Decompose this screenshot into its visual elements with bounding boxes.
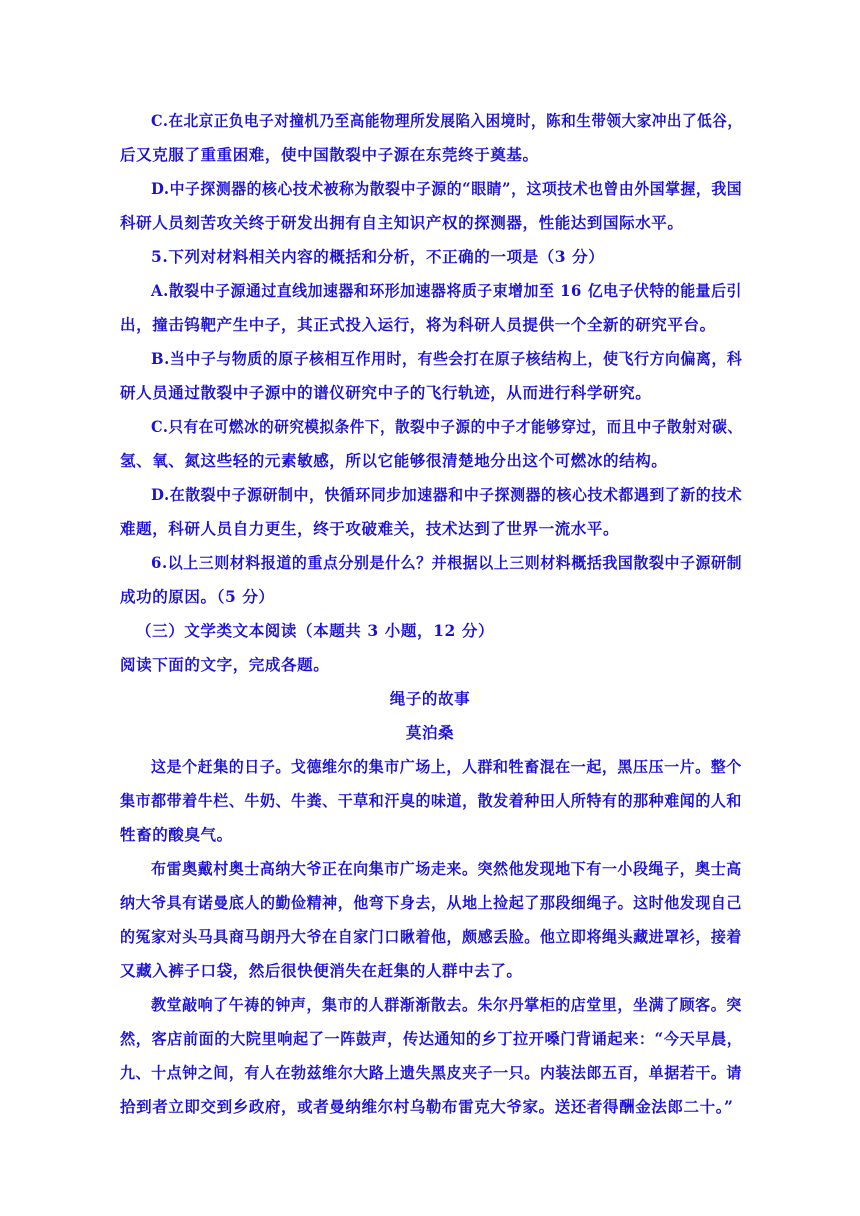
paragraph-2-line-2: 纳大爷具有诺曼底人的勤俭精神，他弯下身去，从地上捡起了那段细绳子。这时他发现自己: [120, 893, 742, 912]
option-d-line-2: 科研人员刻苦攻关终于研发出拥有自主知识产权的探测器，性能达到国际水平。: [120, 213, 684, 232]
paragraph-1-line-3: 牲畜的酸臭气。: [120, 825, 233, 844]
question-6-line-1: 6.以上三则材料报道的重点分别是什么？并根据以上三则材料概括我国散裂中子源研制: [151, 553, 743, 572]
question-5: 5.下列对材料相关内容的概括和分析，不正确的一项是（3 分）: [151, 247, 605, 266]
option-c-line-2: 后又克服了重重困难，使中国散裂中子源在东莞终于奠基。: [120, 145, 539, 164]
paragraph-2-line-1: 布雷奥戴村奥士高纳大爷正在向集市广场走来。突然他发现地下有一小段绳子，奥士高: [151, 859, 742, 878]
q5-option-a-line-2: 出，撞击钨靶产生中子，其正式投入运行，将为科研人员提供一个全新的研究平台。: [120, 315, 716, 334]
paragraph-3-line-2: 然，客店前面的大院里响起了一阵鼓声，传达通知的乡丁拉开嗓门背诵起来：“今天早晨，: [120, 1029, 743, 1048]
story-author: 莫泊桑: [405, 723, 455, 742]
q5-option-c-line-1: C.只有在可燃冰的研究模拟条件下，散裂中子源的中子才能够穿过，而且中子散射对碳、: [151, 417, 743, 436]
section-heading: （三）文学类文本阅读（本题共 3 小题，12 分）: [136, 621, 495, 640]
option-d-line-1: D.中子探测器的核心技术被称为散裂中子源的“眼睛”，这项技术也曾由外国掌握，我国: [151, 179, 743, 198]
paragraph-3-line-1: 教堂敲响了午祷的钟声，集市的人群渐渐散去。朱尔丹掌柜的店堂里，坐满了顾客。突: [151, 995, 742, 1014]
paragraph-2-line-4: 又藏入裤子口袋，然后很快便消失在赶集的人群中去了。: [120, 961, 523, 980]
instruction-text: 阅读下面的文字，完成各题。: [120, 655, 330, 674]
paragraph-3-line-3: 九、十点钟之间，有人在勃兹维尔大路上遗失黑皮夹子一只。内装法郎五百，单据若干。请: [120, 1063, 742, 1082]
option-c-line-1: C.在北京正负电子对撞机乃至高能物理所发展陷入困境时，陈和生带领大家冲出了低谷，: [151, 111, 743, 130]
q5-option-c-line-2: 氢、氧、氮这些轻的元素敏感，所以它能够很清楚地分出这个可燃冰的结构。: [120, 451, 668, 470]
q5-option-a-line-1: A.散裂中子源通过直线加速器和环形加速器将质子束增加至 16 亿电子伏特的能量后引: [151, 281, 742, 300]
paragraph-1-line-2: 集市都带着牛栏、牛奶、牛粪、干草和汗臭的味道，散发着种田人所特有的那种难闻的人和: [120, 791, 742, 810]
q5-option-b-line-2: 研人员通过散裂中子源中的谱仪研究中子的飞行轨迹，从而进行科学研究。: [120, 383, 652, 402]
q5-option-d-line-1: D.在散裂中子源研制中，快循环同步加速器和中子探测器的核心技术都遇到了新的技术: [151, 485, 743, 504]
question-6-line-2: 成功的原因。（5 分）: [120, 587, 275, 606]
q5-option-d-line-2: 难题，科研人员自力更生，终于攻破难关，技术达到了世界一流水平。: [120, 519, 620, 538]
paragraph-2-line-3: 的冤家对头马具商马朗丹大爷在自家门口瞅着他，颇感丢脸。他立即将绳头藏进罩衫，接着: [120, 927, 742, 946]
story-title: 绳子的故事: [389, 689, 471, 708]
paragraph-1-line-1: 这是个赶集的日子。戈德维尔的集市广场上，人群和牲畜混在一起，黑压压一片。整个: [151, 757, 742, 776]
q5-option-b-line-1: B.当中子与物质的原子核相互作用时，有些会打在原子核结构上，使飞行方向偏离，科: [151, 349, 743, 368]
paragraph-3-line-4: 拾到者立即交到乡政府，或者曼纳维尔村乌勒布雷克大爷家。送还者得酬金法郎二十。”: [120, 1097, 734, 1116]
